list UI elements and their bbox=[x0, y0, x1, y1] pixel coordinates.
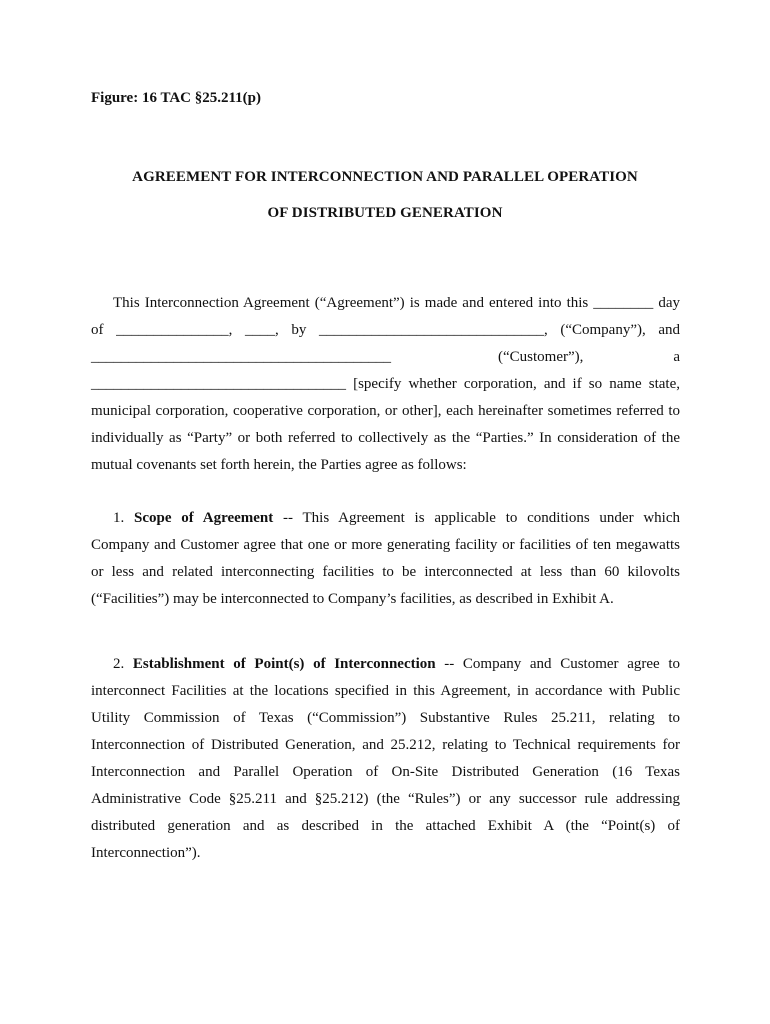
section-2-line-6: Administrative Code §25.211 and §25.212) (the “Rules”) or any successor rule addressing bbox=[91, 791, 680, 807]
section-2-line-2: interconnect Facilities at the locations specified in this Agreement, in accordance with Public bbox=[91, 683, 680, 699]
section-1-number: 1. bbox=[113, 510, 125, 526]
section-2-line-5: Interconnection and Parallel Operation of On-Site Distributed Generation (16 Texas bbox=[91, 764, 680, 780]
section-2-line-7: distributed generation and as described in the attached Exhibit A (the “Point(s) of bbox=[91, 818, 680, 834]
figure-label: Figure: 16 TAC §25.211(p) bbox=[91, 90, 262, 106]
intro-line-2: of _______________, ____, by ______________________________, (“Company”), and bbox=[91, 322, 680, 338]
title-line-1: AGREEMENT FOR INTERCONNECTION AND PARALLEL OPERATION bbox=[132, 169, 638, 185]
section-2-line-8: Interconnection”). bbox=[91, 845, 201, 861]
intro-line-1: This Interconnection Agreement (“Agreement”) is made and entered into this ________ day bbox=[113, 295, 680, 311]
section-2-number: 2. bbox=[113, 656, 125, 672]
section-1-heading: Scope of Agreement bbox=[134, 510, 274, 526]
section-2-heading: Establishment of Point(s) of Interconnection bbox=[132, 656, 436, 672]
section-1-line-3: or less and related interconnecting facilities to be interconnected at less than 60 kilovolts bbox=[91, 564, 680, 580]
section-1-line-4: (“Facilities”) may be interconnected to Company’s facilities, as described in Exhibit A. bbox=[91, 591, 614, 607]
section-2-line-1: 2. Establishment of Point(s) of Interconnection -- Company and Customer agree to bbox=[113, 656, 680, 672]
intro-line-6: individually as “Party” or both referred to collectively as the “Parties.” In consideration of the bbox=[91, 430, 680, 446]
section-2-line-3: Utility Commission of Texas (“Commission”) Substantive Rules 25.211, relating to bbox=[91, 710, 680, 726]
section-1-line-2: Company and Customer agree that one or more generating facility or facilities of ten megawatts bbox=[91, 537, 680, 553]
customer-name-blank: ________________________________________ bbox=[91, 349, 391, 365]
customer-label: (“Customer”), bbox=[498, 349, 584, 365]
article-a: a bbox=[673, 349, 680, 365]
section-1-line-1: 1. Scope of Agreement -- This Agreement is applicable to conditions under which bbox=[113, 510, 680, 526]
intro-line-7: mutual covenants set forth herein, the Parties agree as follows: bbox=[91, 457, 467, 473]
intro-line-5: municipal corporation, cooperative corporation, or other], each hereinafter sometimes referred to bbox=[91, 403, 680, 419]
intro-line-4: __________________________________ [specify whether corporation, and if so name state, bbox=[91, 376, 680, 392]
section-2-line-4: Interconnection of Distributed Generation, and 25.212, relating to Technical requirements for bbox=[91, 737, 680, 753]
title-line-2: OF DISTRIBUTED GENERATION bbox=[267, 205, 503, 221]
